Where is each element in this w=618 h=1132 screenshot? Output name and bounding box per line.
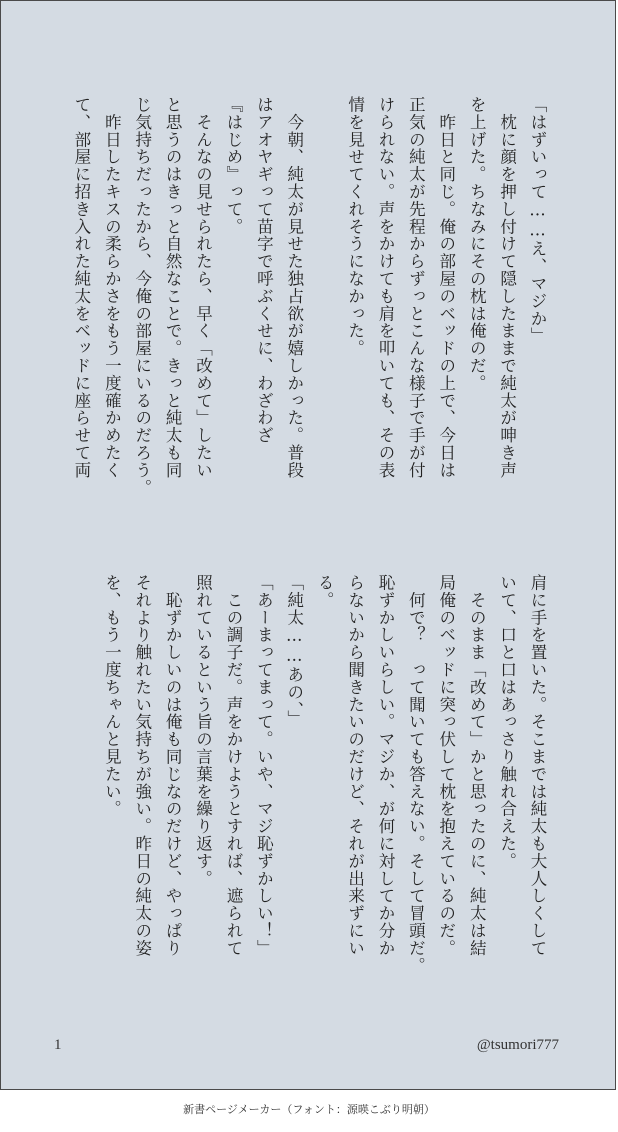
text-line: 昨日と同じ。俺の部屋のベッドの上で、今日は bbox=[436, 96, 456, 479]
page-number: 1 bbox=[54, 1037, 62, 1053]
text-line: て、部屋に招き入れた純太をベッドに座らせて両 bbox=[71, 96, 91, 479]
text-line: 恥ずかしいのは俺も同じなのだけど、やっぱり bbox=[163, 574, 183, 957]
text-block-bottom bbox=[102, 574, 552, 1004]
text-line: 何で？ って聞いても答えない。そして冒頭だ。 bbox=[406, 574, 426, 975]
text-line: 照れているという旨の言葉を繰り返す。 bbox=[193, 574, 213, 888]
text-line: それより触れたい気持ちが強い。昨日の純太の姿 bbox=[132, 574, 152, 957]
text-line: 局俺のベッドに突っ伏して枕を抱えているのだ。 bbox=[436, 574, 456, 957]
text-line: 正気の純太が先程からずっとこんな様子で手が付 bbox=[406, 96, 426, 479]
text-line: そんなの見せられたら、早く「改めて」したい bbox=[193, 96, 213, 479]
text-line: を、もう一度ちゃんと見たい。 bbox=[102, 574, 122, 818]
text-line: 『はじめ』って。 bbox=[223, 96, 243, 236]
text-block-top bbox=[52, 96, 552, 526]
footer-caption: 新書ページメーカー（フォント：源暎こぶり明朝） bbox=[183, 1103, 435, 1116]
author-handle: @tsumori777 bbox=[476, 1037, 559, 1053]
text-line: 今朝、純太が見せた独占欲が嬉しかった。普段 bbox=[284, 96, 304, 479]
text-line: を上げた。ちなみにその枕は俺のだ。 bbox=[467, 96, 487, 392]
text-line: けられない。声をかけても肩を叩いても、その表 bbox=[375, 96, 395, 479]
text-line: いて、口と口はあっさり触れ合えた。 bbox=[497, 574, 517, 870]
text-line: じ気持ちだったから、今俺の部屋にいるのだろう。 bbox=[132, 96, 152, 497]
text-line: 「純太……あの、」 bbox=[284, 574, 304, 728]
paragraph-gap bbox=[309, 96, 339, 526]
text-line: 昨日したキスの柔らかさをもう一度確かめたく bbox=[102, 96, 122, 479]
text-line: 枕に顔を押し付けて隠したままで純太が呻き声 bbox=[497, 96, 517, 479]
text-line: 情を見せてくれそうになかった。 bbox=[345, 96, 365, 357]
text-line: この調子だ。声をかけようとすれば、遮られて bbox=[223, 574, 243, 957]
text-line: る。 bbox=[315, 574, 335, 609]
text-line: 「あーまってまって。いや、マジ恥ずかしい！」 bbox=[254, 574, 274, 957]
text-line: らないから聞きたいのだけど、それが出来ずにい bbox=[345, 574, 365, 957]
text-line: 恥ずかしいらしい。マジか、が何に対してか分か bbox=[375, 574, 395, 957]
text-line: そのまま「改めて」かと思ったのに、純太は結 bbox=[467, 574, 487, 957]
text-line: 肩に手を置いた。そこまでは純太も大人しくして bbox=[528, 574, 547, 957]
text-line: と思うのはきっと自然なことで。きっと純太も同 bbox=[163, 96, 183, 479]
text-line: はアオヤギって苗字で呼ぶくせに、わざわざ bbox=[254, 96, 274, 444]
text-line: 「はずいって……え、マジか」 bbox=[528, 96, 547, 345]
